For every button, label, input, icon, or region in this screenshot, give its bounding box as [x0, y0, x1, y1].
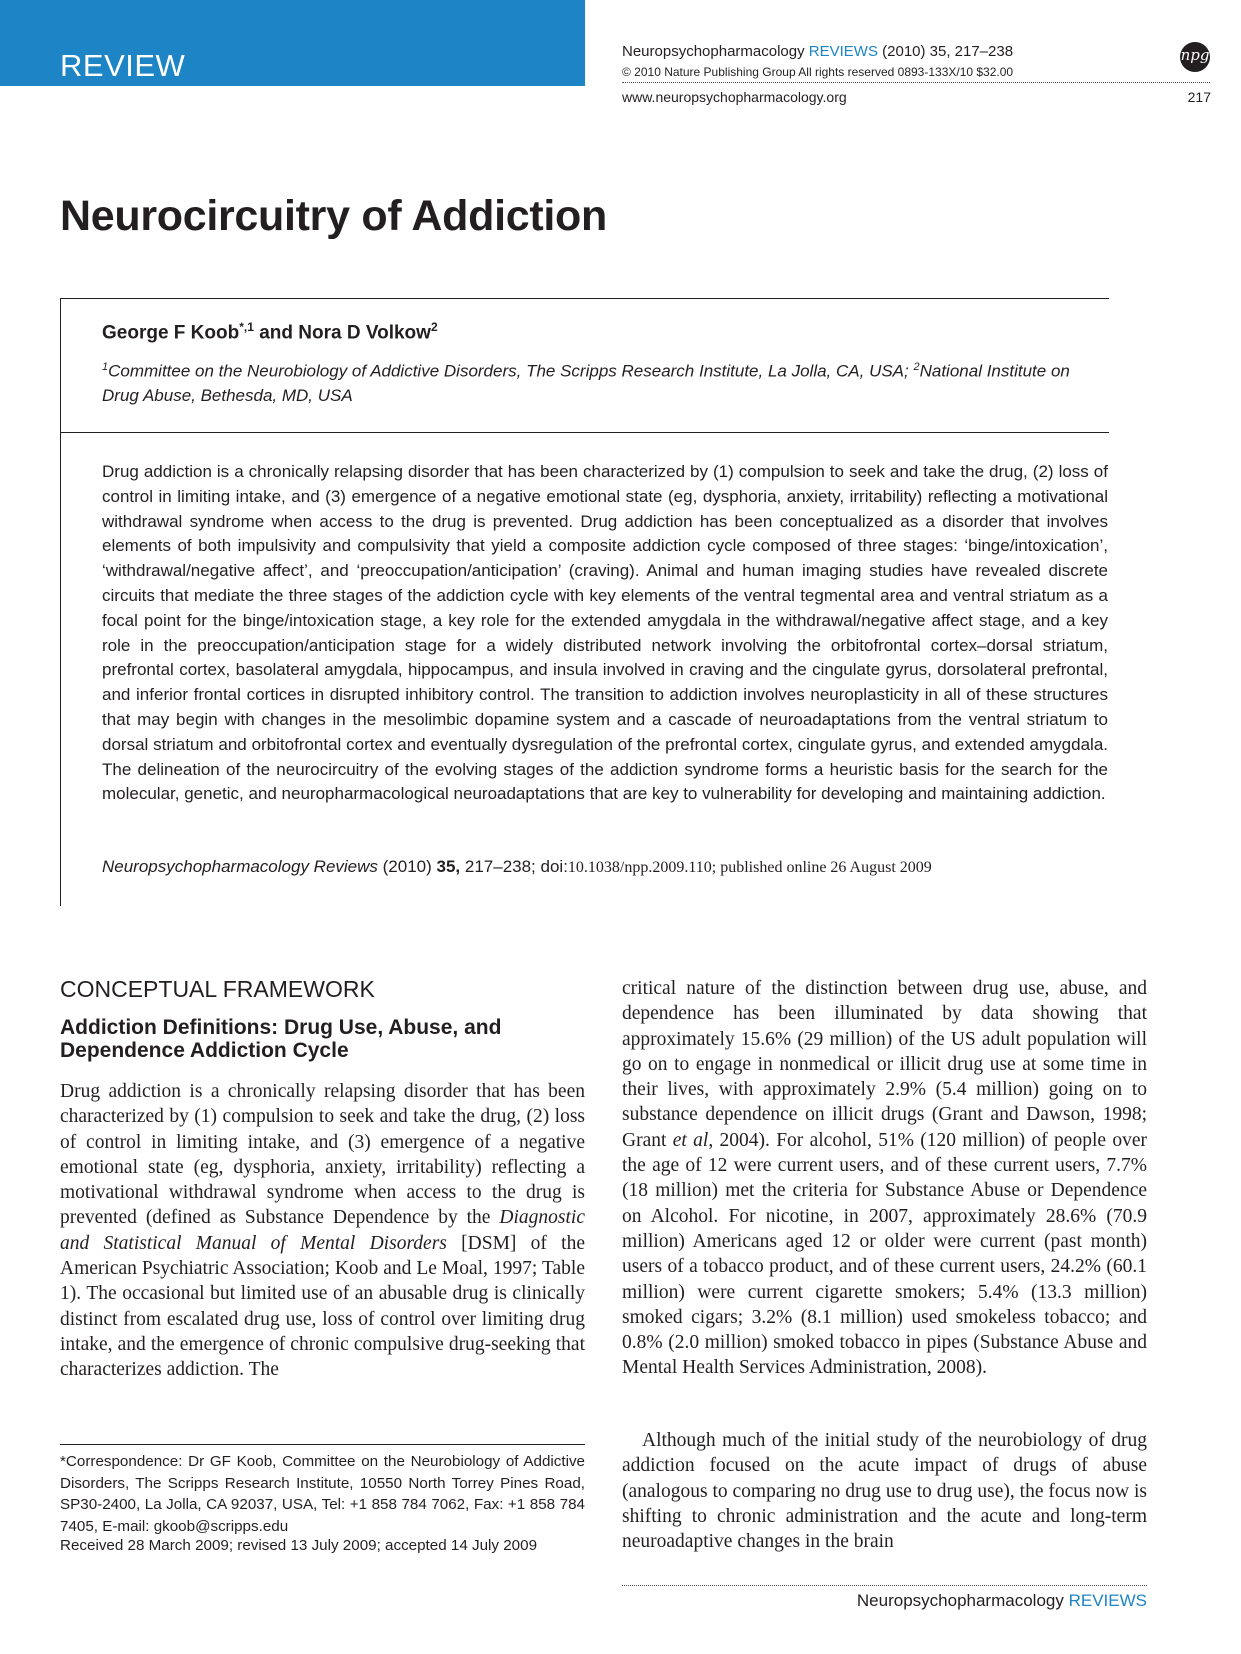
journal-name: Neuropsychopharmacology	[622, 43, 805, 60]
left-text-a: Drug addiction is a chronically relapsing disorder that has been characterized by (1) compulsion to seek and take the drug, (2) loss of control in limiting intake, and (3) emergence of a negative emotional state (eg, dysphoria, anxiety, irritability) reflecting a motivational withdrawal syndrome when access to the drug is prevented (defined as Substance Dependence by the	[60, 1081, 585, 1229]
right-text-a: critical nature of the distinction between drug use, abuse, and dependence has been illuminated by data showing that approximately 15.6% (29 million) of the US adult population will go on to engage in nonmedical or illicit drug use at some time in their lives, with approximately 2.9% (5.4 million) going on to substance dependence on illicit drugs (Grant and Dawson, 1998; Grant	[622, 978, 1147, 1151]
et-al: et al	[672, 1129, 709, 1151]
affiliation-scripps: Committee on the Neurobiology of Addictive Disorders, The Scripps Research Institute, La Jolla, CA, USA;	[108, 361, 914, 381]
footer-journal-name: Neuropsychopharmacology	[856, 1591, 1064, 1610]
author-koob-affil-mark: *,1	[239, 320, 254, 334]
journal-reviews-label: REVIEWS	[808, 43, 878, 60]
npg-logo: npg	[1180, 42, 1210, 72]
authors	[102, 320, 438, 344]
article-title: Neurocircuitry of Addiction	[60, 192, 607, 240]
received-dates: Received 28 March 2009; revised 13 July 2009; accepted 14 July 2009	[60, 1537, 538, 1554]
affil-mark-2: 2	[913, 361, 920, 373]
author-volkow-affil-mark: 2	[430, 320, 438, 334]
citation-volume: 35,	[436, 857, 461, 876]
affiliation-nida: National Institute on Drug Abuse, Bethesda, MD, USA	[102, 361, 1070, 405]
footer-reviews-label: REVIEWS	[1068, 1591, 1147, 1610]
author-box-left-rule	[60, 298, 61, 906]
right-column-paragraph-1	[622, 976, 1147, 1381]
footnote-rule	[60, 1444, 585, 1445]
citation-journal: Neuropsychopharmacology Reviews	[102, 857, 378, 876]
journal-volume: (2010) 35, 217–238	[882, 43, 1014, 60]
page-number: 217	[1187, 89, 1211, 105]
copyright: © 2010 Nature Publishing Group All rights reserved 0893-133X/10 $32.00	[622, 65, 1014, 79]
citation-pages: 217–238; doi:	[460, 857, 568, 876]
website-link[interactable]: www.neuropsychopharmacology.org	[622, 89, 847, 105]
footer-divider	[622, 1585, 1147, 1586]
right-column-paragraph-2: Although much of the initial study of the neurobiology of drug addiction focused on the acute impact of drugs of abuse (analogous to comparing no drug use to drug use), the focus now is shifting to chronic administration and the acute and long-term neuroadaptive changes in the brain	[622, 1430, 1147, 1553]
citation	[102, 857, 932, 877]
subsection-heading: Addiction Definitions: Drug Use, Abuse, and Dependence Addiction Cycle	[60, 1016, 502, 1062]
abstract: Drug addiction is a chronically relapsing disorder that has been characterized by (1) compulsion to seek and take the drug, (2) loss of control in limiting intake, and (3) emergence of a negative emotional state (eg, dysphoria, anxiety, irritability) reflecting a motivational withdrawal syndrome when access to the drug is prevented. Drug addiction has been conceptualized as a disorder that involves elements of both impulsivity and compulsivity that yield a composite addiction cycle composed of three stages: ‘binge/intoxication’, ‘withdrawal/negative affect’, and ‘preoccupation/anticipation’ (craving). Animal and human imaging studies have revealed discrete circuits that mediate the three stages of the addiction cycle with key elements of the ventral tegmental area and ventral striatum as a focal point for the binge/intoxication stage, a key role for the extended amygdala in the withdrawal/negative affect stage, and a key role in the preoccupation/anticipation stage for a widely distributed network involving the orbitofrontal cortex–dorsal striatum, prefrontal cortex, basolateral amygdala, hippocampus, and insula involved in craving and the cingulate gyrus, dorsolateral prefrontal, and inferior frontal cortices in disrupted inhibitory control. The transition to addiction involves neuroplasticity in all of these structures that may begin with changes in the mesolimbic dopamine system and a cascade of neuroadaptations from the ventral striatum to dorsal striatum and orbitofrontal cortex and eventually dysregulation of the prefrontal cortex, cingulate gyrus, and extended amygdala. The delineation of the neurocircuitry of the evolving stages of the addiction syndrome forms a heuristic basis for the search for the molecular, genetic, and neuropharmacological neuroadaptations that are key to vulnerability for developing and maintaining addiction.	[102, 462, 1108, 804]
left-column-paragraph	[60, 1079, 585, 1383]
citation-doi[interactable]: 10.1038/npp.2009.110; published online 26 August 2009	[567, 859, 932, 876]
header-divider	[622, 82, 1210, 83]
dsm-title: Diagnostic and Statistical Manual of Mental Disorders	[60, 1207, 585, 1254]
footer-journal	[857, 1591, 1147, 1611]
right-text-b: , 2004). For alcohol, 51% (120 million) of people over the age of 12 were current users, and of these current users, 7.7% (18 million) met the criteria for Substance Abuse or Dependence on Alcohol. For nicotine, in 2007, approximately 28.6% (70.9 million) Americans aged 12 or older were current (past month) users of a tobacco product, and of these current users, 24.2% (60.1 million) were current cigarette smokers; 5.4% (13.3 million) smoked cigars; 3.2% (8.1 million) used smokeless tobacco; and 0.8% (2.0 million) smoked tobacco in pipes (Substance Abuse and Mental Health Services Administration, 2008).	[622, 1129, 1148, 1379]
citation-year: (2010)	[377, 857, 437, 876]
left-text-b: [DSM] of the American Psychiatric Association; Koob and Le Moal, 1997; Table 1). The occasional but limited use of an abusable drug is clinically distinct from escalated drug use, loss of control over limiting drug intake, and the emergence of chronic compulsive drug-seeking that characterizes addiction. The	[60, 1232, 585, 1381]
author-koob: George F Koob	[102, 322, 240, 344]
section-heading: CONCEPTUAL FRAMEWORK	[60, 976, 375, 1002]
journal-reference	[622, 43, 1013, 60]
abstract-top-rule	[60, 432, 1109, 433]
author-volkow: and Nora D Volkow	[253, 322, 431, 344]
correspondence-footnote: *Correspondence: Dr GF Koob, Committee on the Neurobiology of Addictive Disorders, The Scripps Research Institute, 10550 North Torrey Pines Road, SP30-2400, La Jolla, CA 92037, USA, Tel: +1 858 784 7062, Fax: +1 858 784 7405, E-mail: gkoob@scripps.edu	[60, 1453, 585, 1535]
section-label: REVIEW	[60, 48, 186, 83]
author-box-top-rule	[60, 298, 1109, 299]
affiliations	[102, 355, 1102, 408]
affil-mark-1: 1	[102, 361, 109, 373]
